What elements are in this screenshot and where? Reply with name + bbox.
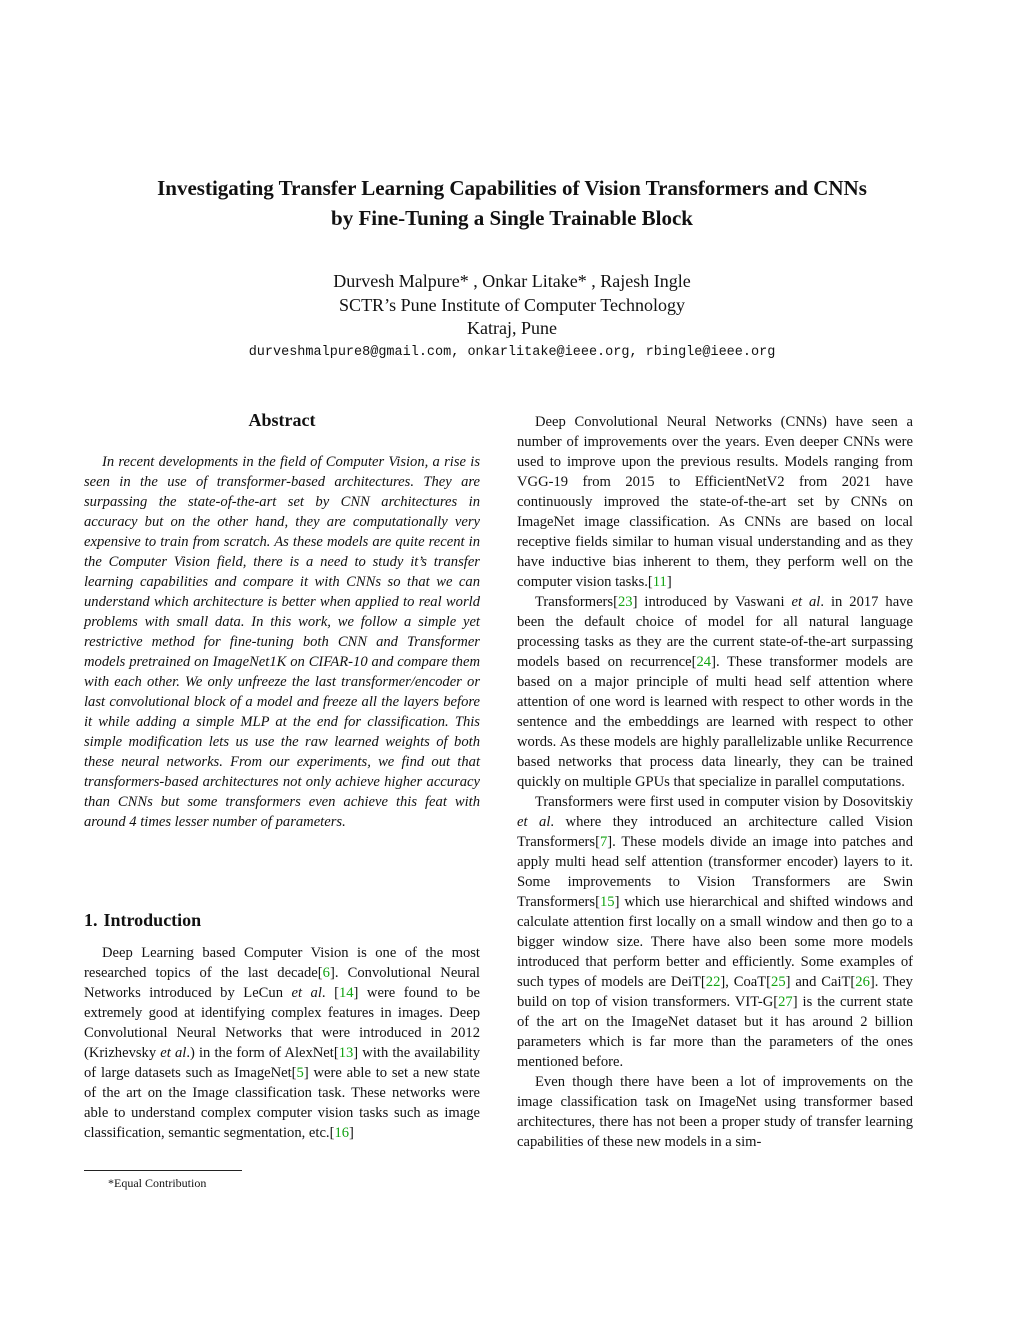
citation-link[interactable]: 16 [334,1125,350,1141]
text-run: ] and CaiT[ [785,974,856,990]
section-title: Introduction [103,910,202,930]
section-number: 1. [84,910,98,930]
text-run: ] [666,574,672,590]
text-run: ], CoaT[ [720,974,772,990]
citation-link[interactable]: 23 [617,594,633,610]
citation-link[interactable]: 27 [778,994,793,1010]
author-block [60,270,964,363]
text-run: ] [349,1125,354,1141]
text-run: .) in the form of AlexNet[ [186,1045,339,1061]
citation-link[interactable]: 26 [855,974,870,990]
abstract-heading: Abstract [248,410,316,430]
intro-paragraph-1 [84,943,480,1143]
text-run: ] introduced by Vaswani [632,594,792,610]
et-al: et al [791,594,821,610]
text-run: ] with the availability of large datasets such as ImageNet[ [84,1045,480,1081]
citation-link[interactable]: 15 [599,894,615,910]
right-paragraph-4 [517,1072,913,1152]
right-column-body [517,412,913,1152]
text-run: Transformers were first used in computer vision by Dosovitskiy [535,794,913,810]
text-run: ]. These models divide an image into patches and apply multi head self attention (transformer encoder) layers to it. Some improvements to Vision Transformers are Swin Transformers[ [517,834,913,910]
affiliation: SCTR’s Pune Institute of Computer Technology [339,294,685,315]
author-emails: durveshmalpure8@gmail.com, onkarlitake@ieee.org, rbingle@ieee.org [248,344,776,360]
introduction-heading [84,908,480,932]
paper-title [60,173,964,233]
citation-link[interactable]: 11 [652,574,667,590]
author-names: Durvesh Malpure* , Onkar Litake* , Rajesh Ingle [333,271,691,291]
citation-link[interactable]: 24 [696,654,712,670]
text-run: Transformers[ [535,594,618,610]
text-run: . where they introduced an architecture called Vision Transformers[ [517,814,913,850]
text-run: ] were able to set a new state of the art on the Image classification task. These networks were able to understand complex computer vision tasks such as image classification, semantic segmentation, etc.[ [84,1065,480,1141]
right-paragraph-2 [517,592,913,792]
citation-link[interactable]: 7 [599,834,608,850]
text-run: Even though there have been a lot of improvements on the image classification task on ImageNet using transformer based architectures, there has not been a proper study of transfer learning capabilities of these new models in a sim- [517,1074,913,1150]
location: Katraj, Pune [467,318,557,338]
footnote: *Equal Contribution [108,1176,207,1190]
et-al: et al [160,1045,187,1061]
citation-link[interactable]: 25 [771,974,786,990]
text-run: ]. They build on top of vision transformers. VIT-G[ [517,974,913,1010]
et-al: et al [517,814,551,830]
title-line-2: by Fine-Tuning a Single Trainable Block [331,206,693,230]
et-al: et al [291,985,322,1001]
text-run: ] is the current state of the art on the ImageNet dataset but it has around 2 billion parameters which is far more than the parameters of the ones mentioned before. [517,994,913,1070]
text-run: ]. These transformer models are based on a major principle of multi head self attention where attention of one word is learned with respect to other words in the sentence and the embeddings are learned with respect to other words. As these models are highly parallelizable unlike Recurrence based networks that process data linearly, they can be trained quickly on multiple GPUs that specialize in parallel computations. [517,654,913,790]
abstract-text: In recent developments in the field of Computer Vision, a rise is seen in the use of transformer-based architectures. They are surpassing the state-of-the-art set by CNN architectures in accuracy but on the other hand, they are computationally very expensive to train from scratch. As these models are quite recent in the Computer Vision field, there is a need to study it’s transfer learning capabilities and compare it with CNNs so that we can understand which architecture is better when applied to real world problems with small data. In this work, we follow a simple yet restrictive method for fine-tuning both CNN and Transformer models pretrained on ImageNet1K on CIFAR-10 and compare them with each other. We only unfreeze the last transformer/encoder or last convolutional block of a model and freeze all the layers before it while adding a simple MLP at the end for classification. This simple modification lets us use the raw learned weights of both these neural networks. From our experiments, we find out that transformers-based architectures not only achieve higher accuracy than CNNs but some transformers even achieve this feat with around 4 times lesser number of parameters. [84,454,480,830]
title-line-1: Investigating Transfer Learning Capabilities of Vision Transformers and CNNs [157,176,867,200]
text-run: ] which use hierarchical and shifted windows and calculate attention first locally on a small window and then go to a bigger window size. There have also been some more models introduced that perform better and efficiently. Some examples of such types of models are DeiT[ [517,894,913,990]
text-run: . [ [321,985,339,1001]
text-run: Deep Learning based Computer Vision is one of the most researched topics of the last decade[ [84,945,480,981]
text-run: . in 2017 have been the default choice of model for all natural language processing tasks as they are the current state-of-the-art surpassing models based on recurrence[ [517,594,913,670]
text-run: ]. Convolutional Neural Networks introduced by LeCun [84,965,480,1001]
citation-link[interactable]: 5 [296,1065,304,1081]
citation-link[interactable]: 13 [338,1045,354,1061]
text-run: Deep Convolutional Neural Networks (CNNs) have seen a number of improvements over the years. Even deeper CNNs were used to improve upon the previous results. Models ranging from VGG-19 from 2015 to EfficientNetV2 from 2021 have continuously improved the state-of-the-art set by CNNs on ImageNet image classification. As CNNs are based on local receptive fields similar to human visual understanding and as they have inductive bias inherent to them, they perform well on the computer vision tasks.[ [517,414,913,590]
footnote-divider [84,1170,242,1171]
citation-link[interactable]: 14 [338,985,354,1001]
introduction-body [84,943,480,1143]
right-paragraph-1 [517,412,913,592]
right-paragraph-3 [517,792,913,1072]
citation-link[interactable]: 22 [705,974,721,990]
text-run: ] were found to be extremely good at identifying complex features in images. Deep Convolutional Neural Networks that were introduced in 2012 (Krizhevsky [84,985,480,1061]
citation-link[interactable]: 6 [322,965,330,981]
